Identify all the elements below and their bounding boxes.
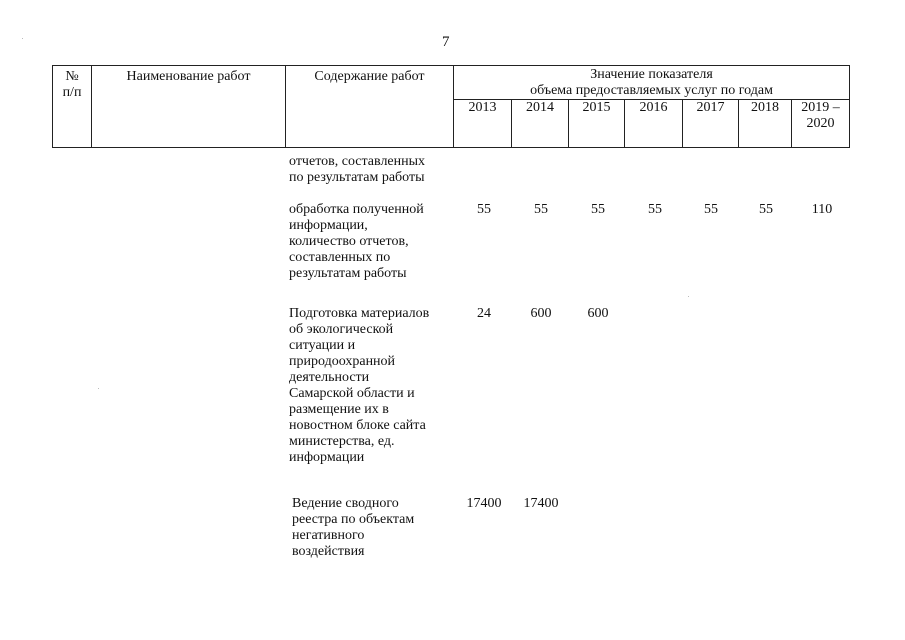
page-number: 7 [442,34,450,50]
col-header-year: 2019 – 2020 [792,100,850,148]
col-header-year: 2016 [625,100,683,148]
year-value-cell: 55 [591,202,605,217]
col-header-work-name: Наименование работ [92,66,286,148]
year-value-cell: 24 [477,306,491,321]
col-header-year: 2015 [569,100,625,148]
year-value-cell: 110 [811,202,833,217]
col-header-year: 2018 [739,100,792,148]
indicator-group-line2: объема предоставляемых услуг по годам [530,83,773,98]
year-value-cell: 55 [534,202,548,217]
work-content-cell: обработка полученной информации, количество отчетов, составленных по результатам работы [289,202,424,281]
year-value-cell: 55 [648,202,662,217]
year-value-cell: 600 [587,306,609,321]
year-value-cell: 600 [530,306,552,321]
col-header-year: 2013 [454,100,512,148]
work-content-cell: Ведение сводного реестра по объектам негативного воздействия [292,496,415,559]
col-header-year: 2017 [683,100,739,148]
year-value-cell: 55 [759,202,773,217]
year-value-cell: 55 [704,202,718,217]
year-value-cell: 17400 [523,496,559,511]
work-content-cell: отчетов, составленных по результатам работы [289,154,426,185]
col-header-indicator-group [454,66,850,100]
indicator-group-line1: Значение показателя [590,67,713,82]
table-header [52,65,850,148]
year-value-cell: 17400 [466,496,502,511]
col-header-work-content: Содержание работ [286,66,454,148]
work-content-cell: Подготовка материалов об экологической ситуации и природоохранной деятельности Самарской области и размещение их в новостном блоке сайта министерства, ед. информации [289,306,430,465]
col-header-number: № п/п [53,66,92,148]
year-value-cell: 55 [477,202,491,217]
col-header-year: 2014 [512,100,569,148]
